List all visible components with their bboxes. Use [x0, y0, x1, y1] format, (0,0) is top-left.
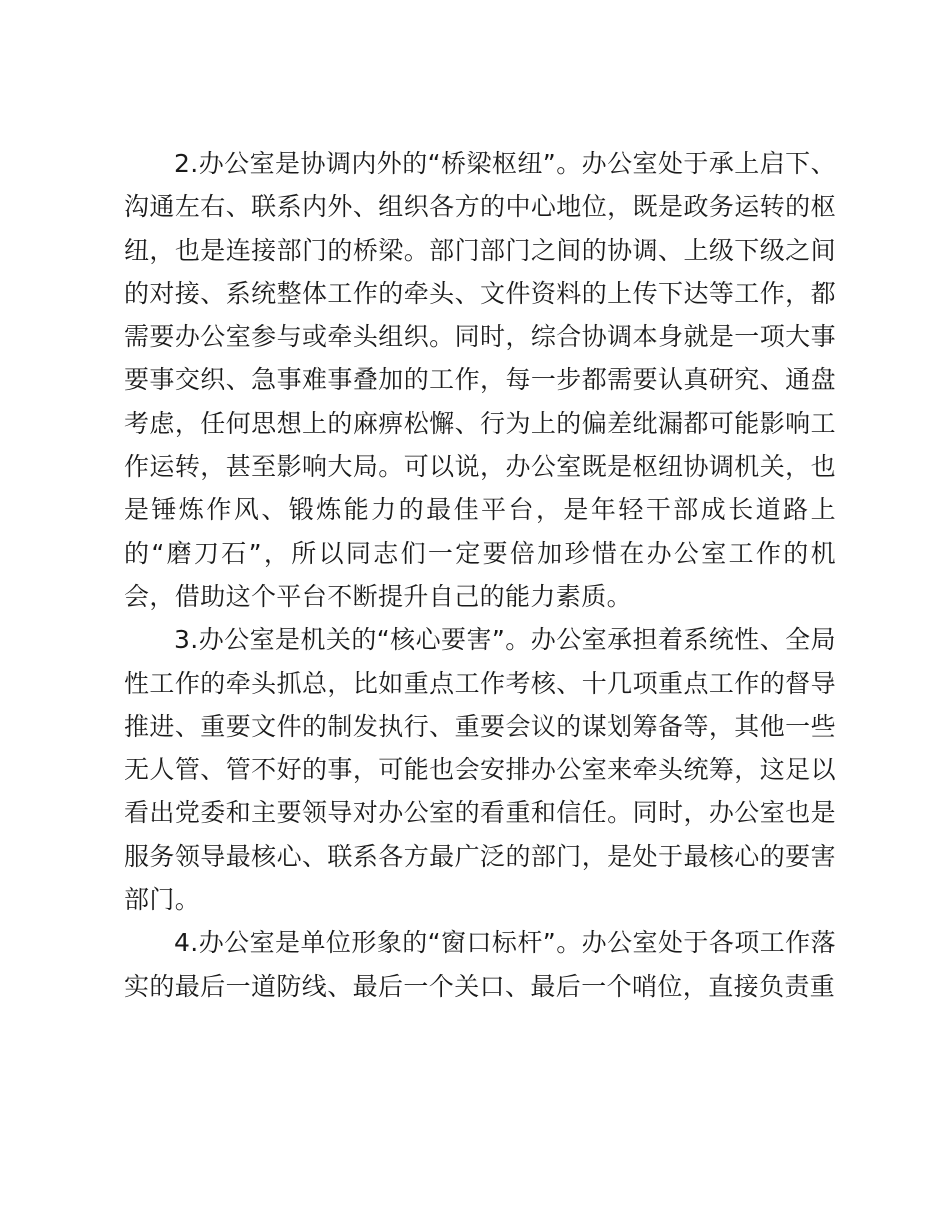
paragraph-core-department: 3.办公室是机关的“核心要害”。办公室承担着系统性、全局性工作的牵头抓总，比如重点工作考核、十几项重点工作的督导推进、重要文件的制发执行、重要会议的谋划筹备等，其他一些无人管、管不好的事，可能也会安排办公室来牵头统筹，这足以看出党委和主要领导对办公室的看重和信任。同时，办公室也是服务领导最核心、联系各方最广泛的部门，是处于最核心的要害部门。: [124, 625, 836, 915]
paragraph-window-benchmark: 4.办公室是单位形象的“窗口标杆”。办公室处于各项工作落实的最后一道防线、最后一个关口、最后一个哨位，直接负责重: [124, 928, 836, 1001]
body-text: [124, 142, 836, 1008]
paragraph-bridge-hub: 2.办公室是协调内外的“桥梁枢纽”。办公室处于承上启下、沟通左右、联系内外、组织各方的中心地位，既是政务运转的枢纽，也是连接部门的桥梁。部门部门之间的协调、上级下级之间的对接、系统整体工作的牵头、文件资料的上传下达等工作，都需要办公室参与或牵头组织。同时，综合协调本身就是一项大事要事交织、急事难事叠加的工作，每一步都需要认真研究、通盘考虑，任何思想上的麻痹松懈、行为上的偏差纰漏都可能影响工作运转，甚至影响大局。可以说，办公室既是枢纽协调机关，也是锤炼作风、锻炼能力的最佳平台，是年轻干部成长道路上的“磨刀石”，所以同志们一定要倍加珍惜在办公室工作的机会，借助这个平台不断提升自己的能力素质。: [124, 149, 836, 611]
